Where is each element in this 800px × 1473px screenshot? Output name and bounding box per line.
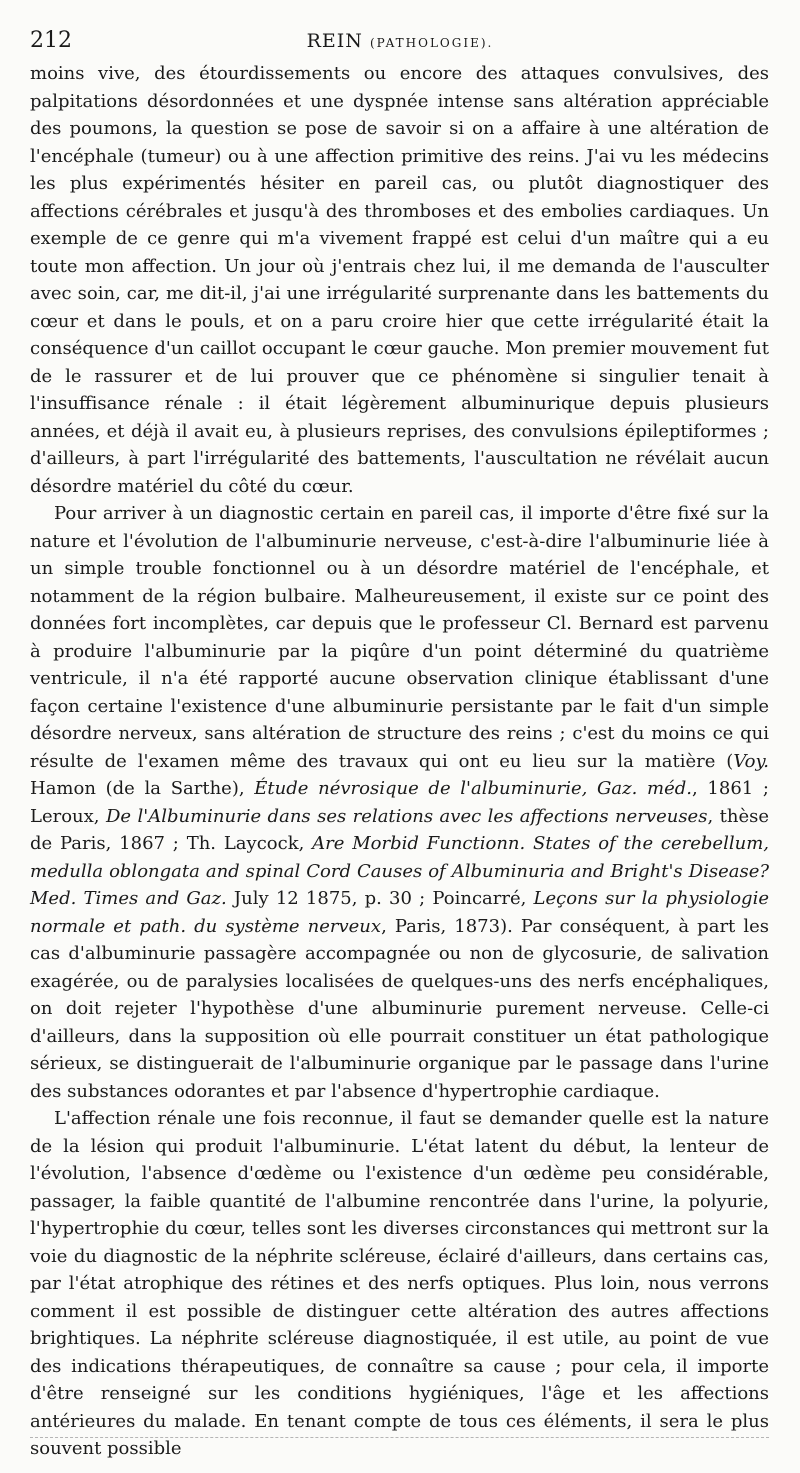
text-segment: , 1861 ; Leroux,: [30, 778, 769, 827]
running-title: REIN: [306, 30, 363, 52]
text-segment: July 12 1875, p. 30 ; Poincarré,: [226, 888, 534, 909]
running-head: REIN (PATHOLOGIE).: [306, 30, 494, 52]
body-text: [30, 60, 769, 1463]
footer-rule: [30, 1437, 769, 1438]
paragraph-3: [30, 1105, 769, 1463]
text-segment: Pour arriver à un diagnostic certain en pareil cas, il importe d'être fixé sur la nature et l'évolution de l'albuminurie nerveuse, c'est-à-dire l'albuminurie liée à un simple trouble fonctionnel ou à un désordre matériel de l'encéphale, et notamment de la région bulbaire. Malheureusement, il existe sur ce point des données fort incomplètes, car depuis que le professeur Cl. Bernard est parvenu à produire l'albuminurie par la piqûre d'un point déterminé du quatrième ventricule, il n'a été rapporté aucune observation clinique établissant d'une façon certaine l'existence d'une albuminurie persistante par le fait d'un simple désordre nerveux, sans altération de structure des reins ; c'est du moins ce qui résulte de l'examen même des travaux qui ont eu lieu sur la matière (: [30, 503, 769, 772]
italic-segment: Voy.: [733, 750, 769, 772]
page-number: 212: [30, 28, 72, 53]
text-segment: , thèse de Paris, 1867 ; Th. Laycock,: [30, 805, 769, 854]
running-subtitle: PATHOLOGIE: [376, 36, 481, 50]
italic-segment: Are Morbid Functionn. States of the cerebellum, medulla oblongata and spinal Cord Causes of Albuminuria and Bright's Disease? Med. Times and Gaz.: [30, 833, 769, 909]
italic-segment: Leçons sur la physiologie normale et path. du système nerveux: [30, 888, 769, 937]
text-segment: moins vive, des étourdissements ou encore des attaques convulsives, des palpitations désordonnées et une dyspnée intense sans altération appréciable des poumons, la question se pose de savoir si on a affaire à une altération de l'encéphale (tumeur) ou à une affection primitive des reins. J'ai vu les médecins les plus expérimentés hésiter en pareil cas, ou plutôt diagnostiquer des affections cérébrales et jusqu'à des thromboses et des embolies cardiaques. Un exemple de ce genre qui m'a vivement frappé est celui d'un maître qui a eu toute mon affection. Un jour où j'entrais chez lui, il me demanda de l'ausculter avec soin, car, me dit-il, j'ai une irrégularité surprenante dans les battements du cœur et dans le pouls, et on a paru croire hier que cette irrégularité était la conséquence d'un caillot occupant le cœur gauche. Mon premier mouvement fut de le rassurer et de lui prouver que ce phénomène si singulier tenait à l'insuffisance rénale : il était légèrement albuminurique depuis plusieurs années, et déjà il avait eu, à plusieurs reprises, des convulsions épileptiformes ; d'ailleurs, à part l'irrégularité des battements, l'auscultation ne révélait aucun désordre matériel du côté du cœur.: [30, 63, 769, 497]
text-segment: L'affection rénale une fois reconnue, il faut se demander quelle est la nature de la lésion qui produit l'albuminurie. L'état latent du début, la lenteur de l'évolution, l'absence d'œdème ou l'existence d'un œdème peu considérable, passager, la faible quantité de l'albumine rencontrée dans l'urine, la polyurie, l'hypertrophie du cœur, telles sont les diverses circonstances qui mettront sur la voie du diagnostic de la néphrite scléreuse, éclairé d'ailleurs, dans certains cas, par l'état atrophique des rétines et des nerfs optiques. Plus loin, nous verrons comment il est possible de distinguer cette altération des autres affections brightiques. La néphrite scléreuse diagnostiquée, il est utile, au point de vue des indications thérapeutiques, de connaître sa cause ; pour cela, il importe d'être renseigné sur les conditions hygiéniques, l'âge et les affections antérieures du malade. En tenant compte de tous ces éléments, il sera le plus souvent possible: [30, 1108, 769, 1459]
page-header: [30, 26, 770, 56]
italic-segment: Étude névrosique de l'albuminurie, Gaz. méd.: [254, 778, 693, 799]
paragraph-2: [30, 500, 769, 1105]
text-segment: Hamon (de la Sarthe),: [30, 778, 255, 799]
paragraph-1: [30, 60, 769, 500]
italic-segment: De l'Albuminurie dans ses relations avec les affections nerveuses: [105, 805, 708, 827]
text-segment: , Paris, 1873). Par conséquent, à part les cas d'albuminurie passagère accompagnée ou non de glycosurie, de salivation exagérée, ou de paralysies localisées de quelques-uns des nerfs encéphaliques, on doit rejeter l'hypothèse d'une albuminurie purement nerveuse. Celle-ci d'ailleurs, dans la supposition où elle pourrait constituer un état pathologique sérieux, se distinguerait de l'albuminurie organique par le passage dans l'urine des substances odorantes et par l'absence d'hypertrophie cardiaque.: [30, 915, 769, 1102]
